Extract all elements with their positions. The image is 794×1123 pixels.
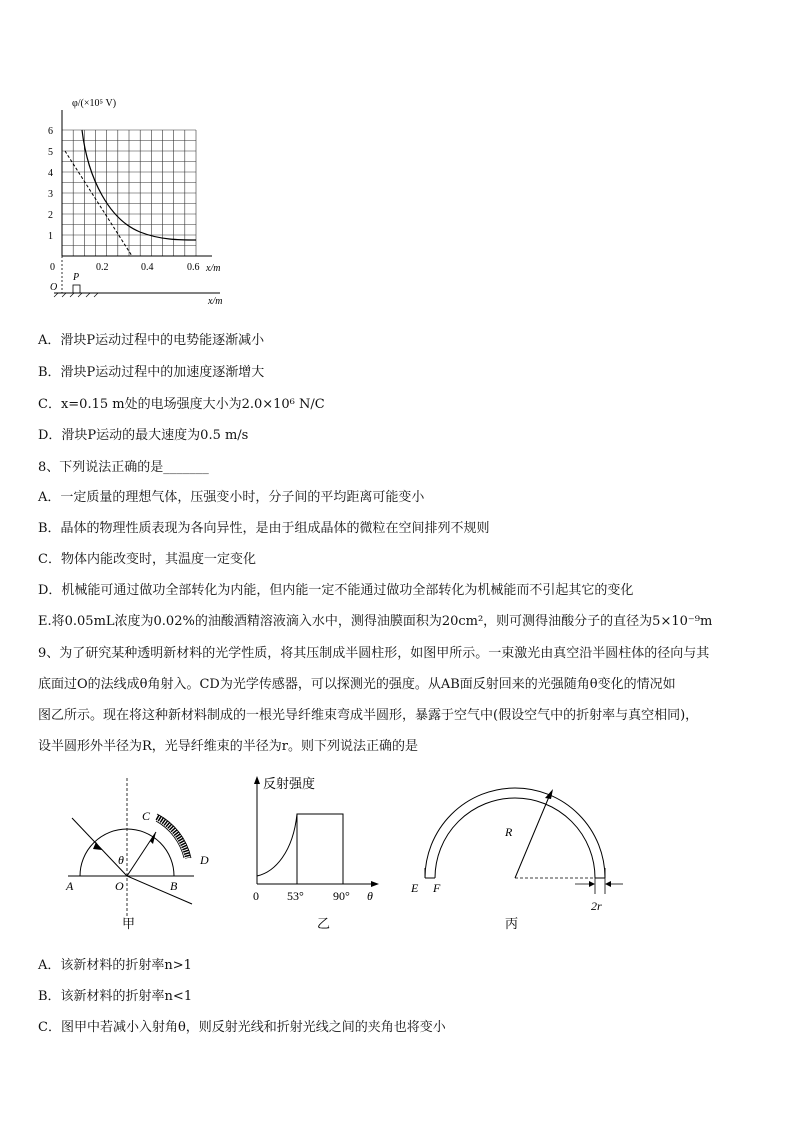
q9-option-b: B．该新材料的折射率n<1 [38, 989, 193, 1004]
reflection-curve [257, 814, 297, 876]
label-o: O [115, 879, 124, 893]
label-f: F [433, 881, 441, 895]
origin-zero: 0 [50, 262, 55, 273]
y-tick: 4 [48, 168, 53, 179]
lower-axis-label: x/m [208, 296, 223, 307]
yi-theta: θ [367, 889, 373, 903]
label-theta: θ [118, 853, 124, 867]
caption-jia: 甲 [122, 916, 136, 931]
potential-curve [82, 130, 196, 240]
y-tick: 2 [48, 210, 53, 221]
caption-bing: 丙 [505, 916, 519, 931]
q8-option-e: E.将0.05mL浓度为0.02%的油酸酒精溶液滴入水中，测得油膜面积为20cm²，则可测得油酸分子的直径为5×10⁻⁹m [38, 614, 713, 629]
yi-y-label: 反射强度 [263, 776, 316, 791]
origin-label: O [50, 282, 58, 293]
q8-option-c: C．物体内能改变时，其温度一定变化 [38, 552, 256, 567]
slider-label: P [73, 272, 80, 283]
q8-option-b: B．晶体的物理性质表现为各向异性，是由于组成晶体的微粒在空间排列不规则 [38, 521, 490, 536]
q7-option-d: D．滑块P运动的最大速度为0.5 m/s [38, 428, 249, 443]
y-tick: 1 [48, 231, 53, 242]
caption-yi: 乙 [317, 916, 331, 931]
q8-stem: 8、下列说法正确的是_______ [38, 460, 209, 475]
label-a: A [66, 879, 74, 893]
potential-graph [40, 90, 240, 310]
q8-option-a: A．一定质量的理想气体，压强变小时，分子间的平均距离可能变小 [38, 490, 425, 505]
label-d: D [200, 853, 209, 867]
x-tick: 0.6 [187, 262, 200, 273]
total-reflection-region [297, 814, 343, 884]
q7-option-a: A．滑块P运动过程中的电势能逐渐减小 [38, 333, 265, 348]
yi-tick-53: 53° [287, 889, 304, 903]
yi-tick-90: 90° [333, 889, 350, 903]
x-tick: 0.4 [141, 262, 154, 273]
q9-stem-line: 图乙所示。现在将这种新材料制成的一根光导纤维束弯成半圆形，暴露于空气中(假设空气中的折射率与真空相同)， [38, 708, 699, 723]
figure-yi [245, 772, 385, 942]
q7-option-b: B．滑块P运动过程中的加速度逐渐增大 [38, 365, 265, 380]
figure-jia [60, 772, 230, 942]
y-axis-label: φ/(×10⁵ V) [72, 98, 117, 109]
q9-stem [38, 638, 760, 762]
label-2r: 2r [591, 899, 602, 913]
x-tick: 0.2 [96, 262, 109, 273]
label-e: E [411, 881, 419, 895]
q9-option-a: A．该新材料的折射率n>1 [38, 958, 192, 973]
q9-stem-line: 底面过O的法线成θ角射入。CD为光学传感器，可以探测光的强度。从AB面反射回来的光强随角θ变化的情况如 [38, 677, 676, 692]
q7-option-c: C．x=0.15 m处的电场强度大小为2.0×10⁶ N/C [38, 397, 325, 412]
y-tick: 3 [48, 189, 53, 200]
label-b: B [170, 879, 178, 893]
y-tick: 5 [48, 147, 53, 158]
yi-zero: 0 [253, 889, 259, 903]
q9-option-c: C．图甲中若减小入射角θ，则反射光线和折射光线之间的夹角也将变小 [38, 1020, 446, 1035]
label-r: R [505, 825, 513, 839]
q9-stem-line: 设半圆形外半径为R，光导纤维束的半径为r。则下列说法正确的是 [38, 739, 419, 754]
label-c: C [142, 809, 151, 823]
x-axis-label: x/m [206, 263, 221, 274]
y-tick: 6 [48, 126, 53, 137]
q8-option-d: D．机械能可通过做功全部转化为内能，但内能一定不能通过做功全部转化为机械能而不引起其它的变化 [38, 583, 634, 598]
slider-p [73, 285, 80, 293]
q9-stem-line: 9、为了研究某种透明新材料的光学性质，将其压制成半圆柱形，如图甲所示。一束激光由真空沿半圆柱体的径向与其 [38, 646, 710, 661]
figure-bing [405, 772, 635, 942]
